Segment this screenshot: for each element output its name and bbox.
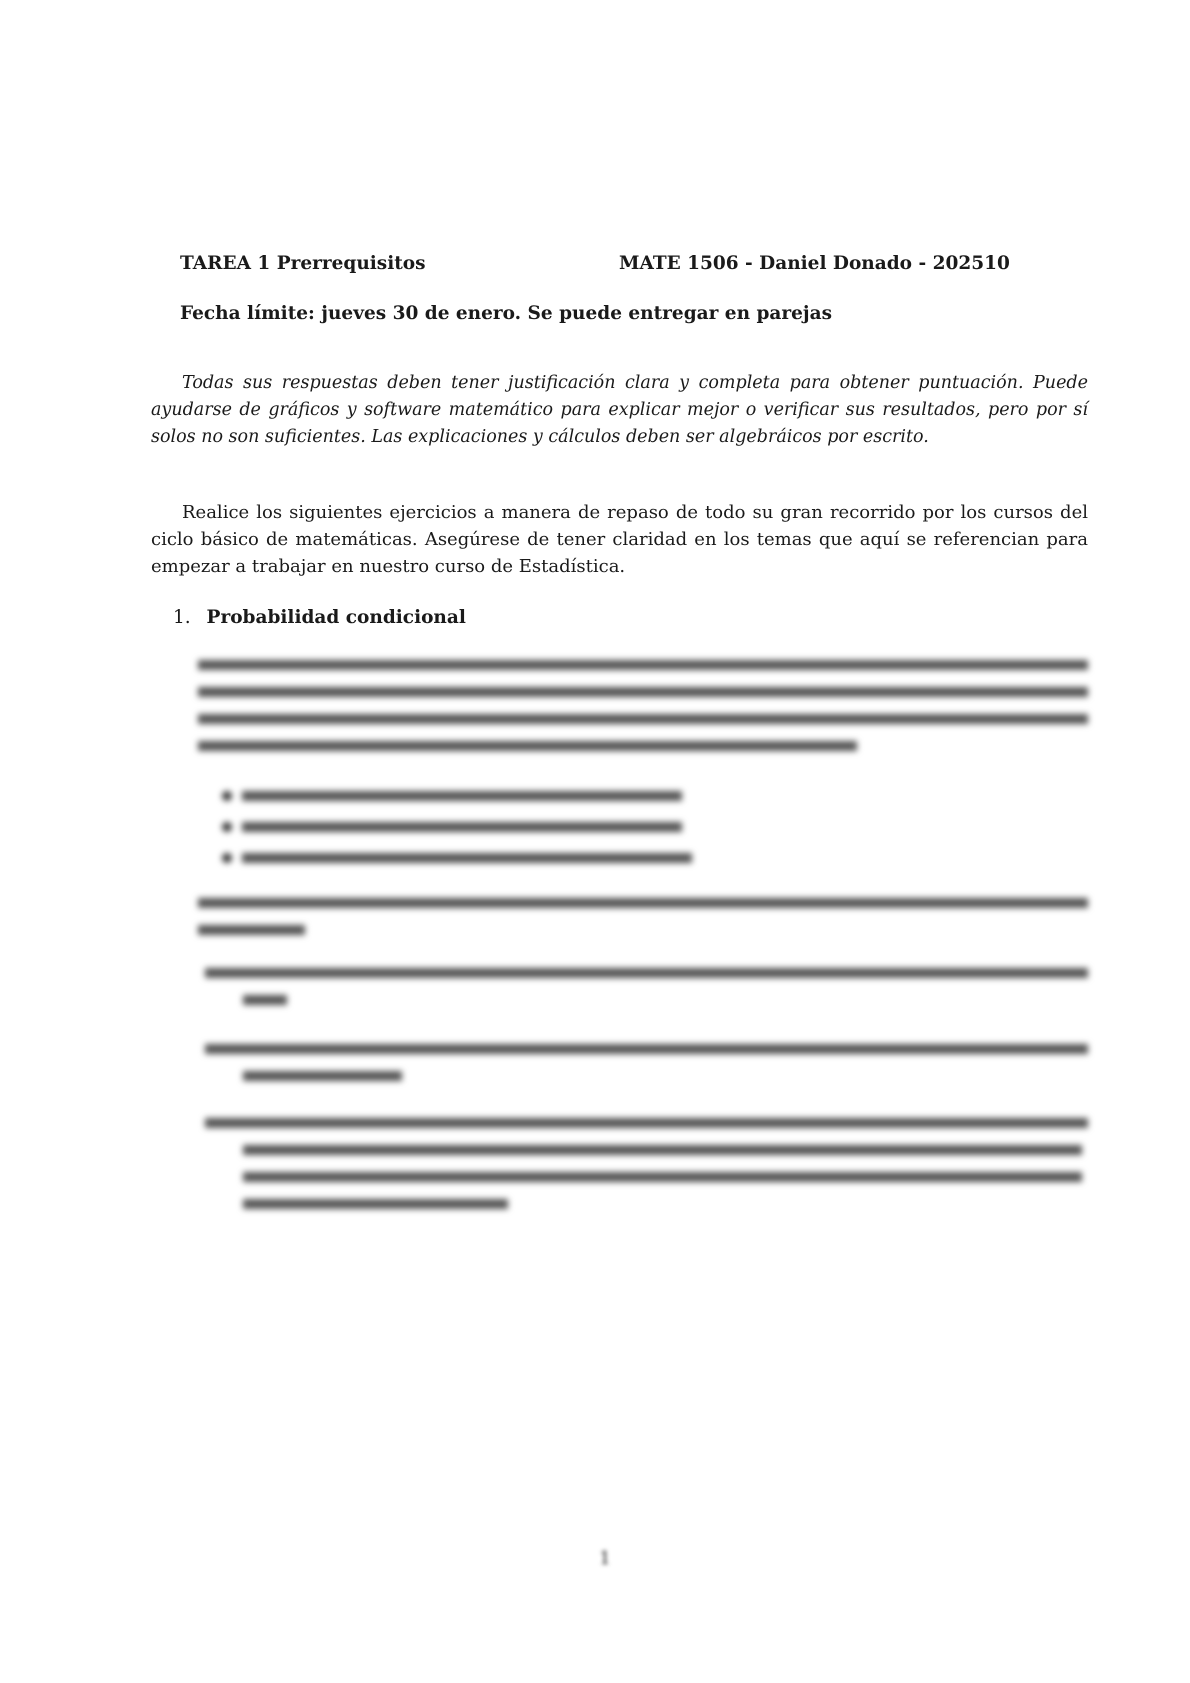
- intro-paragraph: Realice los siguientes ejercicios a manera de repaso de todo su gran recorrido por los cursos del ciclo básico de matemáticas. Asegúrese de tener claridad en los temas que aquí se referencian para empezar a trabajar en nuestro curso de Estadística.: [151, 502, 1088, 577]
- blurred-bullet-item: [222, 844, 712, 871]
- blurred-question-b: [205, 1036, 1088, 1081]
- instructions-paragraph: Todas sus respuestas deben tener justificación clara y completa para obtener puntuación. Puede ayudarse de gráficos y software matemático para explicar mejor o verificar sus resultados, pero por sí solos no son suficientes. Las explicaciones y cálculos deben ser algebráicos por escrito.: [151, 373, 1088, 447]
- blurred-bullet-item: [222, 813, 702, 840]
- blurred-bullet-item: [222, 782, 702, 809]
- course-info: MATE 1506 - Daniel Donado - 202510: [619, 253, 1010, 274]
- section-number: 1.: [173, 607, 191, 628]
- section-heading: [173, 607, 466, 628]
- assignment-title: TAREA 1 Prerrequisitos: [180, 253, 426, 274]
- blurred-task-paragraph: [198, 890, 1088, 935]
- section-title: Probabilidad condicional: [206, 607, 466, 628]
- blurred-problem-statement: [198, 652, 1088, 751]
- page-number: 1: [599, 1548, 611, 1569]
- deadline-line: Fecha límite: jueves 30 de enero. Se puede entregar en parejas: [180, 303, 832, 324]
- blurred-question-c: [205, 1110, 1088, 1209]
- blurred-question-a: [205, 960, 1088, 1005]
